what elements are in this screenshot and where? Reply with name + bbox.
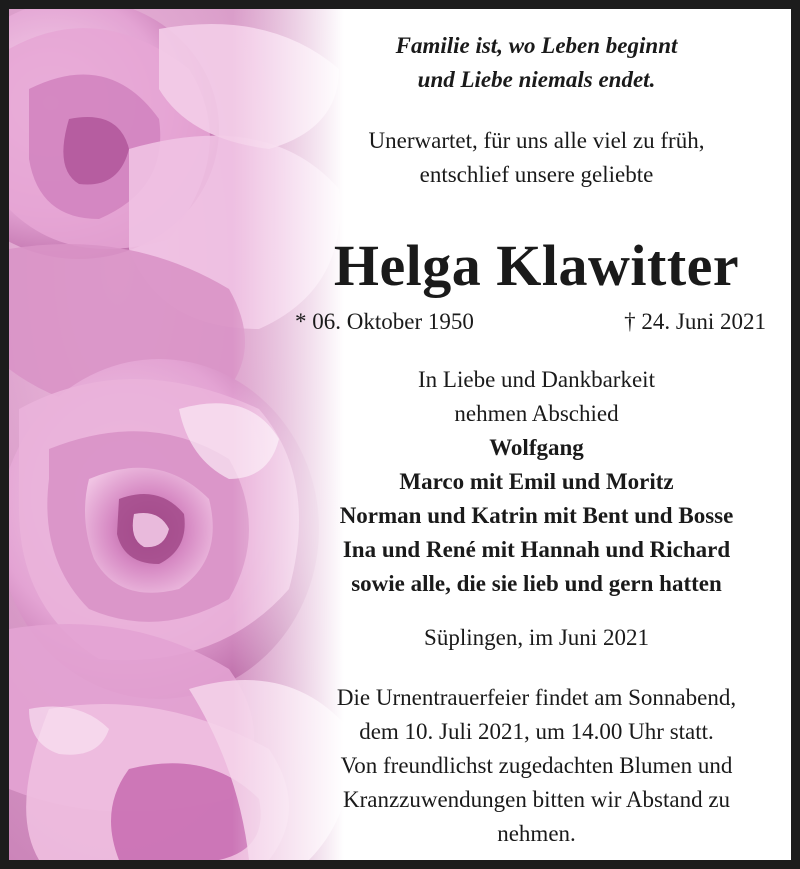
mourner-entry: Norman und Katrin mit Bent und Bosse xyxy=(339,503,734,528)
motto-line: Familie ist, wo Leben beginnt xyxy=(395,33,678,58)
service-info xyxy=(279,681,794,851)
intro-line: entschlief unsere geliebte xyxy=(419,162,654,187)
mourner-entry: Wolfgang xyxy=(489,435,584,460)
birth-date: * 06. Oktober 1950 xyxy=(295,309,474,334)
service-info-line: Kranzzuwendungen bitten wir Abstand zu xyxy=(342,787,731,812)
notice-text xyxy=(279,9,794,860)
service-info-line: dem 10. Juli 2021, um 14.00 Uhr statt. xyxy=(359,719,714,744)
farewell-line: nehmen Abschied xyxy=(454,401,619,426)
farewell-text xyxy=(279,363,794,431)
service-info-line: nehmen. xyxy=(497,821,576,846)
intro-text xyxy=(279,124,794,192)
intro-line: Unerwartet, für uns alle viel zu früh, xyxy=(368,128,705,153)
motto-line: und Liebe niemals endet. xyxy=(417,67,656,92)
death-date: † 24. Juni 2021 xyxy=(624,309,766,334)
service-info-line: Die Urnentrauerfeier findet am Sonnabend, xyxy=(336,685,737,710)
place-date: Süplingen, im Juni 2021 xyxy=(424,625,649,650)
mourner-entry: Ina und René mit Hannah und Richard xyxy=(342,537,731,562)
life-dates xyxy=(295,305,766,339)
mourner-entry: Marco mit Emil und Moritz xyxy=(399,469,674,494)
service-info-line: Von freundlichst zugedachten Blumen und xyxy=(340,753,733,778)
mourner-entry: sowie alle, die sie lieb und gern hatten xyxy=(351,571,722,596)
motto xyxy=(279,29,794,97)
farewell-line: In Liebe und Dankbarkeit xyxy=(418,367,655,392)
mourners-list xyxy=(279,431,794,601)
deceased-name: Helga Klawitter xyxy=(333,233,740,298)
